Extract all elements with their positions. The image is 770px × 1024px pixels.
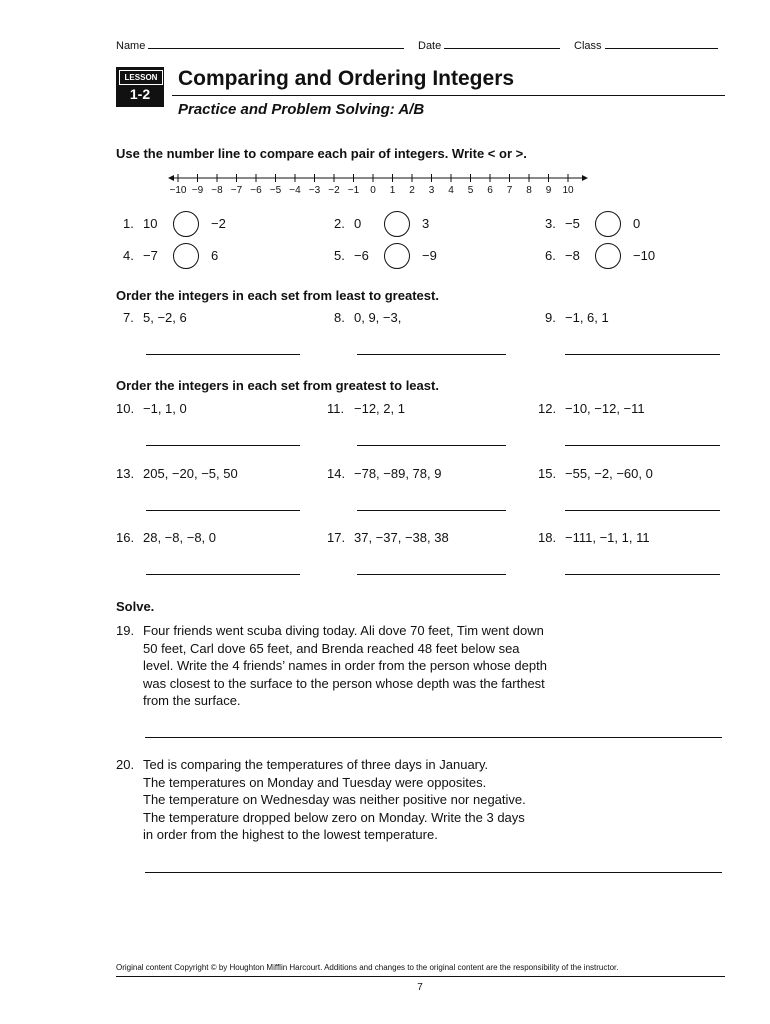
problem-number: 16. [116,530,135,545]
problem-text-line: 50 feet, Carl dove 65 feet, and Brenda reached 48 feet below sea [143,640,520,656]
problem-text-line: The temperatures on Monday and Tuesday were opposites. [143,774,487,790]
answer-line[interactable] [565,354,720,355]
problem-number: 14. [327,466,346,481]
answer-line[interactable] [146,510,300,511]
left-arrow-icon [168,175,174,181]
compare-circle[interactable] [173,243,199,269]
left-integer: −6 [354,248,369,263]
right-integer: −9 [422,248,437,263]
page-number: 7 [417,982,423,993]
answer-line[interactable] [357,574,506,575]
problem-text-line: Ted is comparing the temperatures of three days in January. [143,757,489,772]
integer-set: 205, −20, −5, 50 [143,466,238,481]
answer-line[interactable] [357,445,506,446]
compare-circle[interactable] [595,243,621,269]
section2-instruction: Order the integers in each set from least to greatest. [116,288,439,303]
problem-number: 2. [334,216,345,231]
problem-number: 5. [334,248,345,263]
number-line-label: 9 [545,185,552,196]
problem-number: 17. [327,530,346,545]
number-line-label: −1 [347,185,360,196]
integer-set: −111, −1, 1, 11 [565,530,650,545]
answer-line[interactable] [357,354,506,355]
answer-line[interactable] [146,354,300,355]
right-integer: −10 [633,248,656,263]
number-line-label: 2 [409,185,415,196]
compare-circle[interactable] [384,243,410,269]
compare-circle[interactable] [595,211,621,237]
solve-heading: Solve. [116,599,155,614]
title-divider [172,95,725,96]
integer-set: 28, −8, −8, 0 [143,530,217,545]
class-blank[interactable] [605,38,718,49]
left-integer: 10 [143,216,158,231]
number-line-label: 8 [526,185,532,196]
right-integer: 0 [633,216,641,231]
answer-line[interactable] [565,510,720,511]
class-field [574,38,718,52]
problem-number: 11. [327,401,345,416]
problem-number: 7. [123,310,134,325]
number-line-label: 4 [448,185,454,196]
number-line-label: 6 [487,185,493,196]
number-line-label: 3 [428,185,435,196]
name-label: Name [116,40,146,52]
number-line-label: −3 [308,185,321,196]
answer-line-19[interactable] [145,737,722,738]
problem-number: 10. [116,401,135,416]
class-label: Class [574,40,602,52]
number-line-label: −5 [269,185,282,196]
integer-set: 37, −37, −38, 38 [354,530,449,545]
right-arrow-icon [582,175,588,181]
integer-set: −1, 6, 1 [565,310,609,325]
integer-set: −1, 1, 0 [143,401,187,416]
integer-set: 5, −2, 6 [143,310,187,325]
answer-line[interactable] [146,574,300,575]
left-integer: −8 [565,248,580,263]
word-problem-20 [116,756,596,844]
date-label: Date [418,40,442,52]
footer-divider [116,976,725,977]
number-line-label: −10 [169,185,187,196]
compare-circle[interactable] [173,211,199,237]
integer-set: −12, 2, 1 [354,401,405,416]
number-line-label: −9 [191,185,204,196]
page-title: Comparing and Ordering Integers [178,67,515,90]
copyright-note: Original content Copyright © by Houghton Mifflin Harcourt. Additions and changes to the original content are the responsibility of the instructor. [116,963,619,972]
problem-number: 3. [545,216,556,231]
number-line [166,170,596,196]
right-integer: −2 [211,216,226,231]
answer-line[interactable] [357,510,506,511]
number-line-label: 0 [370,185,376,196]
problem-text-line: The temperature dropped below zero on Monday. Write the 3 days [143,809,525,825]
problem-number: 20. [116,757,135,772]
problem-number: 1. [123,216,134,231]
lesson-badge [116,67,164,107]
name-field [116,38,404,52]
problem-text-line: was closest to the surface to the person whose depth was the farthest [143,675,545,691]
number-line-label: −6 [250,185,262,196]
left-integer: −5 [565,216,580,231]
integer-set: 0, 9, −3, [354,310,402,325]
problem-number: 13. [116,466,135,481]
problem-text-line: The temperature on Wednesday was neither positive nor negative. [143,792,526,807]
problem-number: 18. [538,530,557,545]
lesson-label: LESSON [119,70,163,85]
page-subtitle: Practice and Problem Solving: A/B [178,101,425,118]
problem-number: 8. [334,310,345,325]
problem-text-line: level. Write the 4 friends’ names in order from the person whose depth [143,658,547,673]
problem-text-line: Four friends went scuba diving today. Ali dove 70 feet, Tim went down [143,623,544,638]
problem-number: 6. [545,248,556,263]
word-problem-19 [116,622,596,710]
problem-number: 19. [116,623,135,638]
right-integer: 6 [211,248,219,263]
compare-circle[interactable] [384,211,410,237]
problem-number: 4. [123,248,134,263]
answer-line[interactable] [146,445,300,446]
answer-line-20[interactable] [145,872,722,873]
date-field [418,38,560,52]
problem-number: 12. [538,401,557,416]
integer-set: −55, −2, −60, 0 [565,466,653,481]
number-line-label: 5 [467,185,474,196]
problem-number: 15. [538,466,557,481]
number-line-label: 7 [506,185,513,196]
section1-instruction: Use the number line to compare each pair of integers. Write < or >. [116,146,527,161]
problem-number: 9. [545,310,556,325]
left-integer: 0 [354,216,362,231]
number-line-label: −2 [328,185,340,196]
right-integer: 3 [422,216,430,231]
number-line-label: −7 [230,185,243,196]
lesson-number: 1-2 [129,86,151,102]
number-line-label: −4 [289,185,301,196]
integer-set: −10, −12, −11 [565,401,645,416]
answer-line[interactable] [565,574,720,575]
name-blank[interactable] [148,38,404,49]
number-line-label: −8 [211,185,223,196]
problem-text-line: from the surface. [143,693,241,708]
answer-line[interactable] [565,445,720,446]
section3-instruction: Order the integers in each set from greatest to least. [116,378,439,393]
problem-text-line: in order from the highest to the lowest temperature. [143,827,438,842]
integer-set: −78, −89, 78, 9 [354,466,442,481]
number-line-label: 10 [562,185,574,196]
date-blank[interactable] [444,38,560,49]
number-line-label: 1 [389,185,396,196]
left-integer: −7 [143,248,158,263]
